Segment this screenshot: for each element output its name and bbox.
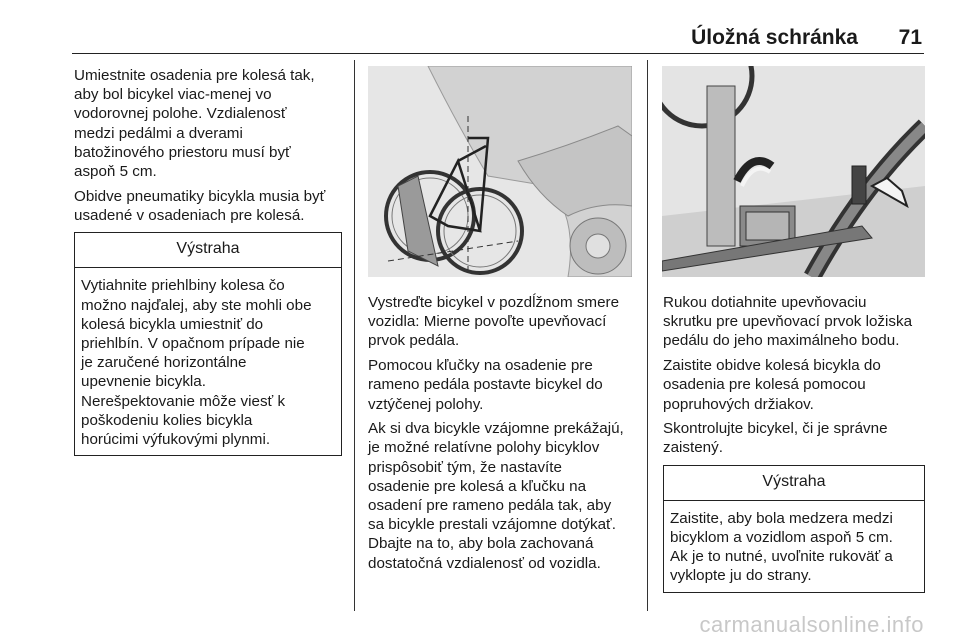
col3-paragraph-1: Rukou dotiahnite upevňovaciu skrutku pre upevňovací prvok ložiska pedálu do jeho maximálneho bodu.	[663, 294, 913, 350]
warning-box-1	[74, 232, 342, 456]
watermark: carmanualsonline.info	[699, 612, 924, 637]
figure-bicycle-carrier	[368, 66, 632, 277]
warning-text: Vytiahnite priehlbiny kolesa čo možno najďalej, aby ste mohli obe kolesá bicykla umiestniť do priehlbín. V opačnom prípade nie je zaručené horizontálne upevnenie bicykla. Nerešpektovanie môže viesť k poškodeniu kolies bicykla horúcimi výfukovými plynmi.	[81, 277, 312, 448]
pedal-holder-closeup-icon	[662, 66, 925, 277]
warning-box-2	[663, 465, 925, 593]
column-3	[663, 293, 925, 593]
header-rule	[72, 53, 924, 54]
warning-text: Zaistite, aby bola medzera medzi bicyklom a vozidlom aspoň 5 cm. Ak je to nutné, uvoľnite rukoväť a vyklopte ju do strany.	[670, 509, 893, 585]
col1-paragraph-1: Umiestnite osadenia pre kolesá tak, aby bol bicykel viac-menej vo vodorovnej polohe. Vzdialenosť medzi pedálmi a dverami batožinového priestoru musí byť aspoň 5 cm.	[74, 67, 315, 181]
col1-paragraph-2: Obidve pneumatiky bicykla musia byť usadené v osadeniach pre kolesá.	[74, 187, 326, 224]
page-title: Úložná schránka	[691, 26, 858, 49]
column-divider-2	[647, 60, 648, 611]
bicycle-on-rear-carrier-icon	[368, 66, 632, 277]
page-number: 71	[898, 26, 922, 49]
col2-paragraph-1: Vystreďte bicykel v pozdĺžnom smere vozidla: Mierne povoľte upevňovací prvok pedála.	[368, 294, 620, 350]
col3-paragraph-2: Zaistite obidve kolesá bicykla do osadenia pre kolesá pomocou popruhových držiakov.	[663, 357, 881, 413]
warning-title: Výstraha	[75, 233, 341, 268]
col2-paragraph-2: Pomocou kľučky na osadenie pre rameno pedála postavte bicykel do vztýčenej polohy.	[368, 357, 603, 413]
column-1	[74, 66, 342, 456]
col3-paragraph-3: Skontrolujte bicykel, či je správne zaistený.	[663, 420, 888, 457]
col2-paragraph-3: Ak si dva bicykle vzájomne prekážajú, je možné relatívne polohy bicyklov prispôsobiť tým, že nastavíte osadenie pre kolesá a kľučku na osadení pre rameno pedála tak, aby sa bicykle prestali vzájomne dotýkať. Dbajte na to, aby bola zachovaná dostatočná vzdialenosť od vozidla.	[368, 420, 624, 572]
column-2	[368, 293, 640, 578]
column-divider-1	[354, 60, 355, 611]
warning-title: Výstraha	[664, 466, 924, 501]
figure-pedal-holder	[662, 66, 925, 277]
